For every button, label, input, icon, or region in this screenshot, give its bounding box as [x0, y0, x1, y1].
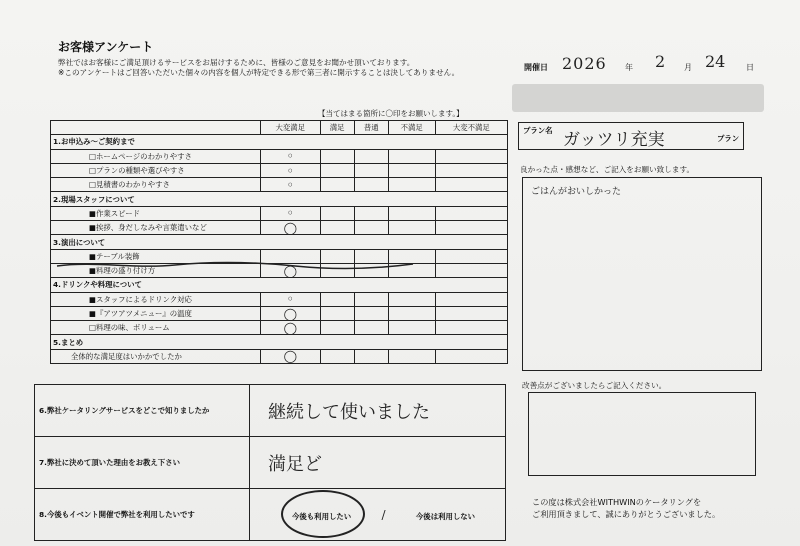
section-row — [51, 278, 508, 292]
question-label: 7.弊社に決めて頂いた理由をお教え下さい — [35, 437, 250, 489]
rating-cell[interactable] — [320, 163, 354, 177]
section-row — [51, 235, 508, 249]
day-unit: 日 — [746, 63, 754, 72]
header-blank — [51, 121, 261, 135]
section-title: 2.現場スタッフについて — [51, 192, 508, 206]
section-title: 3.演出について — [51, 235, 508, 249]
question-label: 8.今後もイベント開催で弊社を利用したいです — [35, 489, 250, 541]
header-normal: 普通 — [354, 121, 388, 135]
rating-cell[interactable] — [354, 178, 388, 192]
section-row — [51, 335, 508, 349]
table-row — [51, 349, 508, 363]
section-row — [51, 192, 508, 206]
answer-mark[interactable]: ◦ — [261, 292, 321, 306]
section-row — [51, 135, 508, 149]
rating-cell[interactable] — [354, 292, 388, 306]
answer-mark[interactable]: ◯ — [261, 321, 321, 335]
strike-scribble — [55, 260, 415, 270]
plan-suffix: プラン — [717, 134, 740, 143]
good-points-box[interactable] — [522, 177, 762, 371]
rating-cell[interactable] — [388, 292, 435, 306]
date-month: 2 — [655, 52, 666, 71]
table-row — [35, 437, 506, 489]
rating-cell[interactable] — [354, 149, 388, 163]
rating-cell[interactable] — [435, 221, 507, 235]
rating-cell[interactable] — [354, 321, 388, 335]
rating-cell[interactable] — [435, 178, 507, 192]
rating-cell[interactable] — [354, 163, 388, 177]
rating-cell[interactable] — [320, 306, 354, 320]
rating-cell[interactable] — [320, 292, 354, 306]
rating-cell[interactable] — [388, 349, 435, 363]
option-separator: / — [381, 507, 386, 522]
rating-cell[interactable] — [435, 292, 507, 306]
plan-name[interactable]: ガッツリ充実 — [563, 130, 665, 150]
rating-cell[interactable] — [388, 149, 435, 163]
good-points-label: 良かった点・感想など、ご記入をお願い致します。 — [520, 165, 695, 174]
good-points-answer: ごはんがおいしかった — [531, 187, 622, 197]
answer-mark[interactable]: ◯ — [261, 263, 321, 277]
header-very-satisfied: 大変満足 — [261, 121, 321, 135]
rating-cell[interactable] — [435, 163, 507, 177]
rating-cell[interactable] — [388, 178, 435, 192]
table-row — [51, 292, 508, 306]
section-title: 1.お申込み～ご契約まで — [51, 135, 508, 149]
question-answer[interactable]: 継続して使いました — [250, 385, 506, 437]
year-unit: 年 — [625, 63, 633, 72]
thanks-message — [532, 496, 720, 520]
date-label: 開催日 — [524, 63, 548, 72]
rating-cell[interactable] — [388, 206, 435, 220]
rating-cell[interactable] — [320, 206, 354, 220]
item-label: ■『アツアツメニュー』の温度 — [51, 306, 261, 320]
rating-cell[interactable] — [435, 263, 507, 277]
header-satisfied: 満足 — [320, 121, 354, 135]
answer-mark[interactable]: ◯ — [261, 349, 321, 363]
answer-mark[interactable]: ◯ — [261, 306, 321, 320]
item-label: ■スタッフによるドリンク対応 — [51, 292, 261, 306]
rating-cell[interactable] — [435, 321, 507, 335]
date-day: 24 — [705, 52, 726, 71]
rating-table — [50, 120, 508, 364]
rating-cell[interactable] — [320, 149, 354, 163]
table-row — [51, 306, 508, 320]
rating-cell[interactable] — [320, 221, 354, 235]
item-label: □見積書のわかりやすさ — [51, 178, 261, 192]
item-label: □ホームページのわかりやすさ — [51, 149, 261, 163]
answer-mark[interactable]: ◯ — [261, 221, 321, 235]
thanks-line: ご利用頂きまして、誠にありがとうございました。 — [532, 509, 721, 519]
header-unsatisfied: 不満足 — [388, 121, 435, 135]
question-answer[interactable]: 満足ど — [250, 437, 506, 489]
item-label: ■料理の盛り付け方 — [51, 263, 261, 277]
rating-cell[interactable] — [388, 306, 435, 320]
item-label: ■挨拶、身だしなみや言葉遣いなど — [51, 221, 261, 235]
rating-cell[interactable] — [354, 206, 388, 220]
question-label: 6.弊社ケータリングサービスをどこで知りましたか — [35, 385, 250, 437]
rating-cell[interactable] — [435, 149, 507, 163]
page-title: お客様アンケート — [58, 40, 154, 54]
answer-mark[interactable]: ◦ — [261, 163, 321, 177]
item-label: 全体的な満足度はいかかでしたか — [51, 349, 261, 363]
table-row — [51, 178, 508, 192]
plan-box — [518, 122, 744, 150]
item-label: ■テーブル装飾 — [51, 249, 261, 263]
answer-mark[interactable]: ◦ — [261, 178, 321, 192]
rating-cell[interactable] — [354, 306, 388, 320]
table-row — [51, 221, 508, 235]
table-row — [51, 206, 508, 220]
redacted-area — [512, 84, 764, 112]
section-title: 4.ドリンクや料理について — [51, 278, 508, 292]
improvement-label: 改善点がございましたらご記入ください。 — [522, 381, 667, 390]
intro-line: 弊社ではお客様にご満足頂けるサービスをお届けするために、皆様のご意見をお聞かせ頂いております。 — [58, 58, 415, 67]
rating-cell[interactable] — [435, 306, 507, 320]
table-row — [51, 163, 508, 177]
option-not-use[interactable]: 今後は利用しない — [415, 511, 476, 521]
selection-circle — [281, 490, 365, 538]
plan-label: プラン名 — [523, 126, 553, 135]
instruction: 【当てはまる箇所に〇印をお願いします。】 — [318, 109, 464, 118]
rating-cell[interactable] — [435, 249, 507, 263]
table-row — [51, 321, 508, 335]
item-label: ■作業スピード — [51, 206, 261, 220]
option-use-again[interactable]: 今後も利用したい — [292, 511, 352, 521]
question-table — [34, 384, 506, 541]
rating-cell[interactable] — [388, 163, 435, 177]
date-year: 2026 — [562, 54, 607, 73]
rating-cell[interactable] — [388, 321, 435, 335]
rating-cell[interactable] — [388, 221, 435, 235]
rating-cell[interactable] — [320, 178, 354, 192]
rating-cell[interactable] — [435, 349, 507, 363]
rating-cell[interactable] — [320, 321, 354, 335]
thanks-line: この度は株式会社WITHWINのケータリングを — [532, 497, 702, 507]
rating-cell[interactable] — [354, 221, 388, 235]
rating-cell[interactable] — [435, 206, 507, 220]
month-unit: 月 — [684, 63, 692, 72]
rating-cell[interactable] — [320, 349, 354, 363]
table-row — [35, 385, 506, 437]
rating-header-row — [51, 121, 508, 135]
table-row — [51, 149, 508, 163]
answer-mark[interactable]: ◦ — [261, 206, 321, 220]
section-title: 5.まとめ — [51, 335, 508, 349]
answer-mark[interactable]: ◦ — [261, 149, 321, 163]
intro-line: ※このアンケートはご回答いただいた個々の内容を個人が特定できる形で第三者に開示することは決してありません。 — [58, 68, 460, 77]
improvement-box[interactable] — [528, 392, 756, 476]
item-label: □プランの種類や選びやすさ — [51, 163, 261, 177]
rating-cell[interactable] — [354, 349, 388, 363]
item-label: □料理の味、ボリューム — [51, 321, 261, 335]
header-very-unsatisfied: 大変不満足 — [435, 121, 507, 135]
table-row — [35, 489, 506, 541]
intro-text — [58, 58, 508, 78]
